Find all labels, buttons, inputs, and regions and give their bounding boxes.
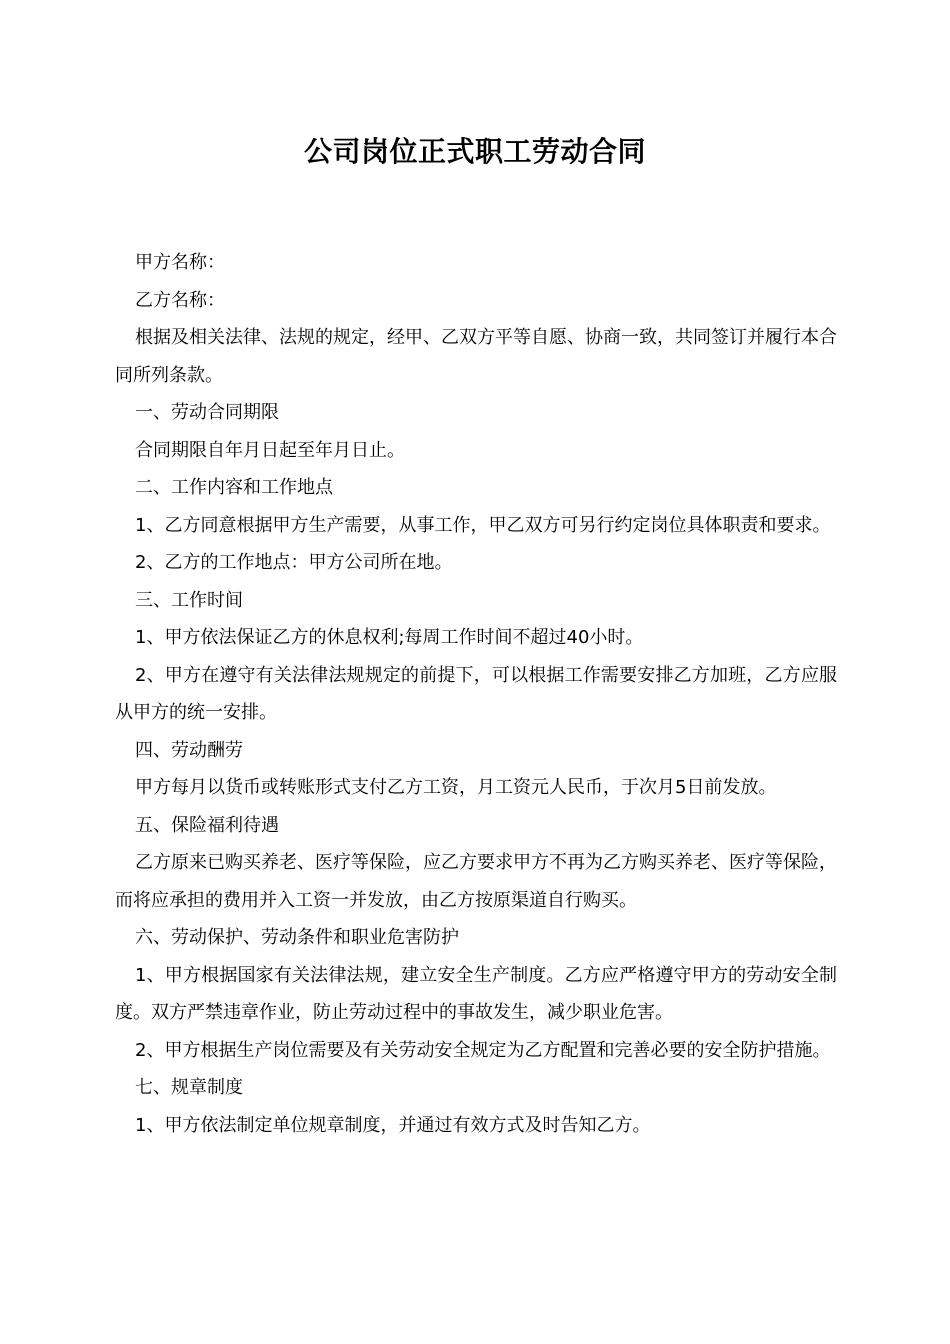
section-heading-insurance: 五、保险福利待遇 bbox=[135, 814, 279, 836]
party-a-name-line: 甲方名称： bbox=[135, 252, 225, 273]
preamble-paragraph: 根据及相关法律、法规的规定，经甲、乙双方平等自愿、协商一致，共同签订并履行本合同所列条款。 bbox=[115, 327, 837, 386]
remuneration-paragraph: 甲方每月以货币或转账形式支付乙方工资，月工资元人民币，于次月5日前发放。 bbox=[135, 777, 777, 798]
party-b-name-line: 乙方名称： bbox=[135, 289, 225, 311]
rules-clause-1: 1、甲方依法制定单位规章制度，并通过有效方式及时告知乙方。 bbox=[135, 1114, 651, 1136]
term-paragraph: 合同期限自年月日起至年月日止。 bbox=[135, 439, 405, 461]
labor-protection-clause-1: 1、甲方根据国家有关法律法规，建立安全生产制度。乙方应严格遵守甲方的劳动安全制度。双方严禁违章作业，防止劳动过程中的事故发生，减少职业危害。 bbox=[115, 964, 837, 1023]
document-title: 公司岗位正式职工劳动合同 bbox=[303, 135, 646, 168]
document-body bbox=[115, 244, 837, 1144]
section-heading-rules: 七、规章制度 bbox=[135, 1077, 243, 1098]
working-hours-clause-1: 1、甲方依法保证乙方的休息权利;每周工作时间不超过40小时。 bbox=[135, 627, 644, 648]
work-content-clause-1: 1、乙方同意根据甲方生产需要，从事工作，甲乙双方可另行约定岗位具体职责和要求。 bbox=[135, 514, 831, 536]
work-content-clause-2: 2、乙方的工作地点：甲方公司所在地。 bbox=[135, 552, 453, 573]
section-heading-work-content: 二、工作内容和工作地点 bbox=[135, 477, 333, 498]
section-heading-remuneration: 四、劳动酬劳 bbox=[135, 739, 243, 761]
working-hours-clause-2: 2、甲方在遵守有关法律法规规定的前提下，可以根据工作需要安排乙方加班，乙方应服从甲方的统一安排。 bbox=[115, 664, 837, 723]
insurance-paragraph: 乙方原来已购买养老、医疗等保险，应乙方要求甲方不再为乙方购买养老、医疗等保险，而将应承担的费用并入工资一并发放，由乙方按原渠道自行购买。 bbox=[115, 852, 837, 911]
section-heading-labor-protection: 六、劳动保护、劳动条件和职业危害防护 bbox=[135, 927, 459, 948]
section-heading-term: 一、劳动合同期限 bbox=[135, 402, 279, 423]
section-heading-working-hours: 三、工作时间 bbox=[135, 589, 243, 611]
labor-protection-clause-2: 2、甲方根据生产岗位需要及有关劳动安全规定为乙方配置和完善必要的安全防护措施。 bbox=[135, 1039, 831, 1061]
